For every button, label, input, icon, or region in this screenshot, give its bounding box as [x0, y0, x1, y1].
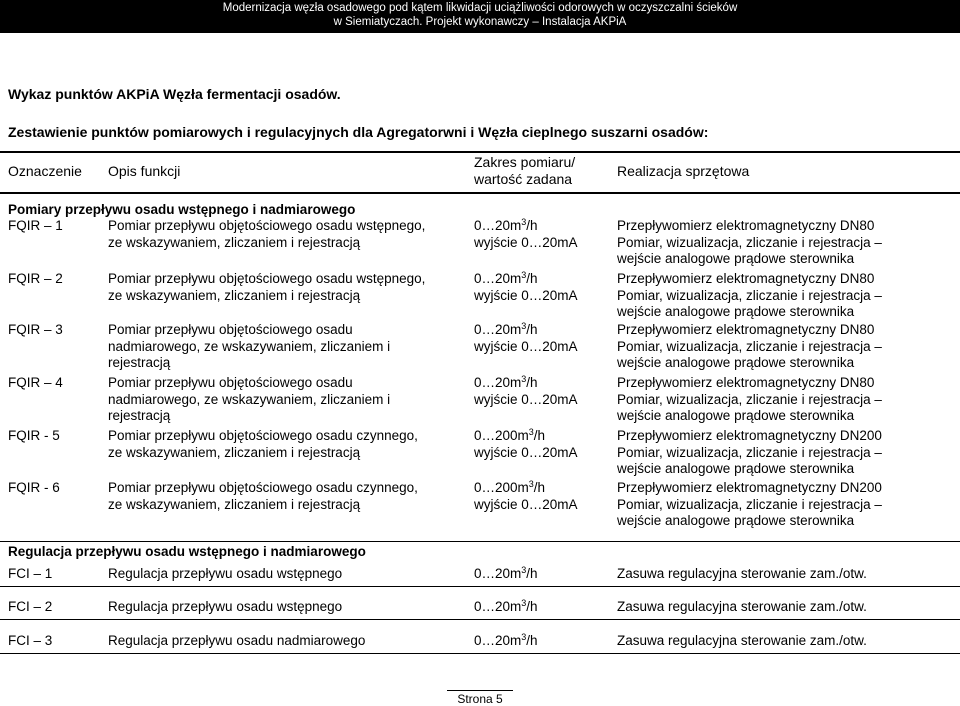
- output-signal: wyjście 0…20mA: [474, 444, 578, 460]
- function-description: [108, 218, 463, 251]
- range-text: /h: [526, 633, 538, 648]
- range-value: [474, 375, 614, 392]
- hardware-line: wejście analogowe prądowe sterownika: [617, 304, 855, 319]
- range-text: 0…200m: [474, 480, 529, 495]
- point-code: FQIR – 1: [8, 218, 63, 233]
- hardware-line: Pomiar, wizualizacja, zliczanie i rejestracja –: [617, 234, 882, 250]
- column-header-description: Opis funkcji: [108, 163, 181, 179]
- hardware-line: Przepływomierz elektromagnetyczny DN80: [617, 271, 875, 286]
- function-description: [108, 375, 463, 425]
- range-value: [474, 428, 614, 445]
- description-line: Pomiar przepływu objętościowego osadu czynnego,: [108, 428, 418, 443]
- hardware-realization: [617, 322, 960, 372]
- range-value: [474, 218, 614, 235]
- row-rule: [0, 586, 960, 587]
- unit-exponent: 3: [528, 427, 534, 437]
- document-header: [0, 0, 960, 33]
- point-code: FCI – 3: [8, 633, 53, 648]
- description-line: nadmiarowego, ze wskazywaniem, zliczaniem i: [108, 391, 391, 407]
- range-value: [474, 633, 614, 650]
- output-signal: wyjście 0…20mA: [474, 391, 578, 407]
- table-top-rule: [0, 151, 960, 153]
- description-line: Pomiar przepływu objętościowego osadu czynnego,: [108, 480, 418, 495]
- function-description: [108, 480, 463, 513]
- hardware-line: wejście analogowe prądowe sterownika: [617, 355, 855, 370]
- range-value: [474, 271, 614, 288]
- measurement-range: [474, 218, 614, 251]
- measurement-range: [474, 322, 614, 355]
- description-line: Pomiar przepływu objętościowego osadu: [108, 375, 353, 390]
- function-description: [108, 271, 463, 304]
- section-title: Zestawienie punktów pomiarowych i regulacyjnych dla Agregatorwni i Węzła cieplnego suszarni osadów:: [8, 124, 709, 140]
- output-signal: wyjście 0…20mA: [474, 338, 578, 354]
- description-line: nadmiarowego, ze wskazywaniem, zliczaniem i: [108, 338, 391, 354]
- function-description: Regulacja przepływu osadu nadmiarowego: [108, 633, 366, 648]
- row-rule: [0, 619, 960, 620]
- unit-exponent: 3: [521, 598, 527, 608]
- range-text: 0…20m: [474, 271, 522, 286]
- range-text: /h: [533, 480, 546, 495]
- group-title-measurements: Pomiary przepływu osadu wstępnego i nadmiarowego: [8, 202, 356, 217]
- column-header-hardware: Realizacja sprzętowa: [617, 163, 750, 179]
- range-text: 0…20m: [474, 375, 522, 390]
- range-text: 0…200m: [474, 428, 529, 443]
- hardware-line: Przepływomierz elektromagnetyczny DN80: [617, 322, 875, 337]
- output-signal: wyjście 0…20mA: [474, 234, 578, 250]
- header-line-1: Modernizacja węzła osadowego pod kątem likwidacji uciążliwości odorowych w oczyszczalni ścieków: [222, 2, 738, 14]
- range-text: /h: [526, 322, 538, 337]
- description-line: rejestracją: [108, 355, 171, 370]
- column-header-range-line2: wartość zadana: [474, 171, 573, 187]
- description-line: ze wskazywaniem, zliczaniem i rejestracją: [108, 496, 361, 512]
- hardware-realization: [617, 218, 960, 268]
- description-line: Pomiar przepływu objętościowego osadu wstępnego,: [108, 271, 426, 286]
- range-value: [474, 480, 614, 497]
- group-title-control: Regulacja przepływu osadu wstępnego i nadmiarowego: [8, 544, 366, 559]
- function-description: Regulacja przepływu osadu wstępnego: [108, 566, 343, 581]
- hardware-line: wejście analogowe prądowe sterownika: [617, 513, 855, 528]
- hardware-realization: Zasuwa regulacyjna sterowanie zam./otw.: [617, 566, 867, 581]
- hardware-line: wejście analogowe prądowe sterownika: [617, 251, 855, 266]
- hardware-line: Pomiar, wizualizacja, zliczanie i rejestracja –: [617, 287, 882, 303]
- unit-exponent: 3: [521, 565, 527, 575]
- range-text: /h: [526, 566, 538, 581]
- hardware-realization: [617, 428, 960, 478]
- unit-exponent: 3: [528, 479, 534, 489]
- point-code: FQIR – 2: [8, 271, 63, 286]
- range-text: 0…20m: [474, 599, 522, 614]
- range-value: [474, 322, 614, 339]
- range-text: /h: [526, 599, 538, 614]
- page-footer: [0, 690, 960, 706]
- hardware-line: Przepływomierz elektromagnetyczny DN200: [617, 428, 882, 443]
- hardware-line: Przepływomierz elektromagnetyczny DN80: [617, 375, 875, 390]
- column-header-code: Oznaczenie: [8, 163, 82, 179]
- point-code: FQIR - 5: [8, 428, 60, 443]
- point-code: FQIR – 3: [8, 322, 63, 337]
- setpoint-range: [474, 633, 614, 650]
- hardware-line: Przepływomierz elektromagnetyczny DN80: [617, 218, 875, 233]
- output-signal: wyjście 0…20mA: [474, 287, 578, 303]
- function-description: [108, 322, 463, 372]
- hardware-realization: [617, 375, 960, 425]
- range-text: 0…20m: [474, 566, 522, 581]
- hardware-realization: Zasuwa regulacyjna sterowanie zam./otw.: [617, 599, 867, 614]
- measurement-range: [474, 480, 614, 513]
- row-rule: [0, 653, 960, 654]
- point-code: FCI – 2: [8, 599, 53, 614]
- measurement-range: [474, 271, 614, 304]
- description-line: ze wskazywaniem, zliczaniem i rejestracją: [108, 234, 361, 250]
- hardware-realization: [617, 271, 960, 321]
- unit-exponent: 3: [521, 632, 527, 642]
- main-title: Wykaz punktów AKPiA Węzła fermentacji osadów.: [8, 86, 341, 102]
- setpoint-range: [474, 566, 614, 583]
- page-number: Strona 5: [447, 690, 512, 706]
- range-text: /h: [526, 375, 538, 390]
- unit-exponent: 3: [521, 217, 527, 227]
- unit-exponent: 3: [521, 374, 527, 384]
- point-code: FQIR – 4: [8, 375, 63, 390]
- hardware-realization: Zasuwa regulacyjna sterowanie zam./otw.: [617, 633, 867, 648]
- range-value: [474, 599, 614, 616]
- description-line: rejestracją: [108, 408, 171, 423]
- range-text: /h: [526, 271, 538, 286]
- hardware-line: Pomiar, wizualizacja, zliczanie i rejestracja –: [617, 444, 882, 460]
- hardware-line: wejście analogowe prądowe sterownika: [617, 408, 855, 423]
- function-description: Regulacja przepływu osadu wstępnego: [108, 599, 343, 614]
- description-line: ze wskazywaniem, zliczaniem i rejestracją: [108, 444, 361, 460]
- table-header-rule: [0, 192, 960, 194]
- range-text: /h: [526, 218, 538, 233]
- output-signal: wyjście 0…20mA: [474, 496, 578, 512]
- range-text: /h: [533, 428, 546, 443]
- hardware-line: Przepływomierz elektromagnetyczny DN200: [617, 480, 882, 495]
- hardware-realization: [617, 480, 960, 530]
- measurement-range: [474, 428, 614, 461]
- range-text: 0…20m: [474, 218, 522, 233]
- group-separator-rule: [0, 541, 960, 542]
- point-code: FCI – 1: [8, 566, 53, 581]
- hardware-line: Pomiar, wizualizacja, zliczanie i rejestracja –: [617, 496, 882, 512]
- header-line-2: w Siemiatyczach. Projekt wykonawczy – Instalacja AKPiA: [333, 16, 627, 28]
- measurement-range: [474, 375, 614, 408]
- unit-exponent: 3: [521, 270, 527, 280]
- column-header-range: [474, 154, 575, 188]
- description-line: ze wskazywaniem, zliczaniem i rejestracją: [108, 287, 361, 303]
- description-line: Pomiar przepływu objętościowego osadu: [108, 322, 353, 337]
- unit-exponent: 3: [521, 321, 527, 331]
- description-line: Pomiar przepływu objętościowego osadu wstępnego,: [108, 218, 426, 233]
- hardware-line: Pomiar, wizualizacja, zliczanie i rejestracja –: [617, 338, 882, 354]
- range-value: [474, 566, 614, 583]
- range-text: 0…20m: [474, 322, 522, 337]
- function-description: [108, 428, 463, 461]
- column-header-range-line1: Zakres pomiaru/: [474, 154, 576, 170]
- range-text: 0…20m: [474, 633, 522, 648]
- hardware-line: Pomiar, wizualizacja, zliczanie i rejestracja –: [617, 391, 882, 407]
- point-code: FQIR - 6: [8, 480, 60, 495]
- setpoint-range: [474, 599, 614, 616]
- hardware-line: wejście analogowe prądowe sterownika: [617, 461, 855, 476]
